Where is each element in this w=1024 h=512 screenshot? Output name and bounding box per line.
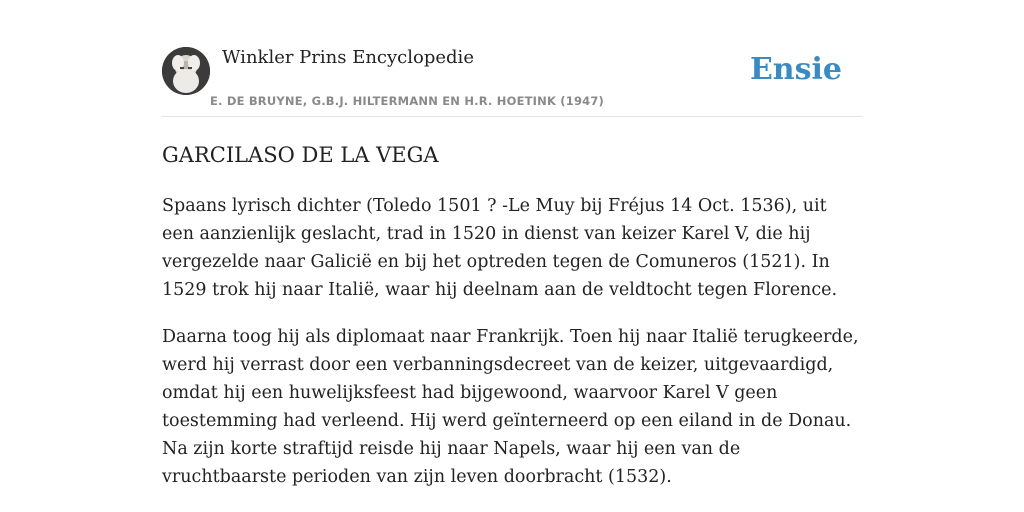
article-title: GARCILASO DE LA VEGA	[162, 143, 439, 167]
source-authors: E. DE BRUYNE, G.B.J. HILTERMANN EN H.R. HOETINK (1947)	[210, 94, 605, 108]
brand-logo[interactable]: Ensie	[749, 52, 842, 87]
author-avatar	[162, 47, 210, 95]
paragraph: Daarna toog hij als diplomaat naar Frankrijk. Toen hij naar Italië terugkeerde, werd hij verrast door een verbanningsdecreet van de keizer, uitgevaardigd, omdat hij een huwelijksfeest had bijgewoond, waarvoor Karel V geen toestemming had verleend. Hij werd geïnterneerd op een eiland in de Donau. Na zijn korte straftijd reisde hij naar Napels, waar hij een van de vruchtbaarste perioden van zijn leven doorbracht (1532).	[162, 327, 859, 487]
source-header	[162, 46, 862, 117]
article-card	[162, 0, 862, 512]
article-body	[162, 192, 862, 510]
paragraph: Spaans lyrisch dichter (Toledo 1501 ? -Le Muy bij Fréjus 14 Oct. 1536), uit een aanzienlijk geslacht, trad in 1520 in dienst van keizer Karel V, die hij vergezelde naar Galicië en bij het optreden tegen de Comuneros (1521). In 1529 trok hij naar Italië, waar hij deelnam aan de veldtocht tegen Florence.	[162, 196, 838, 300]
source-title[interactable]: Winkler Prins Encyclopedie	[222, 47, 474, 68]
